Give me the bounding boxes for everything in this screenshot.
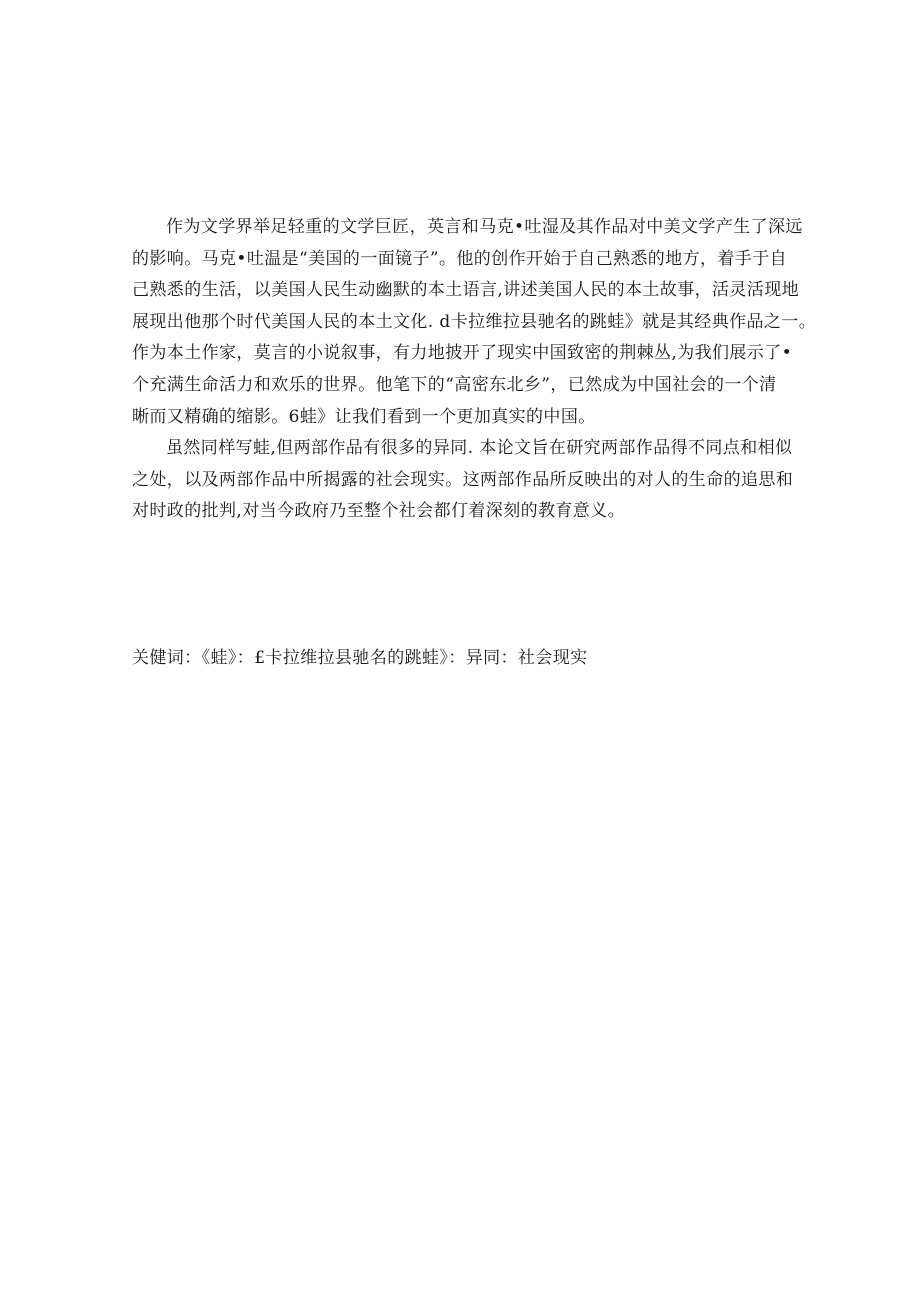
paragraph-1: [132, 212, 817, 433]
text-line: 对时政的批判,对当今政府乃至整个社会都仃着深刻的教育意义。: [132, 501, 626, 522]
text-line: 作为文学界举足轻重的文学巨匠，英言和马克•吐湿及其作品对中美文学产生了深远: [166, 217, 803, 237]
abstract-body: [132, 212, 817, 528]
text-line: 的影响。马克•吐温是“美国的一面镜子”。他的创作开始于自己熟悉的地方，着手于自: [132, 248, 788, 269]
text-line: 个充满生命活力和欢乐的世界。他笔下的“高密东北乡”，已然成为中国社会的一个清: [132, 374, 777, 395]
keywords-line: 关健词：《蛙》：£卡拉维拉县驰名的跳蛙》：异同：社会现实: [132, 648, 588, 668]
text-line: 之处，以及两部作品中所揭露的社会现实。这两部作品所反映出的对人的生命的追思和: [132, 469, 794, 490]
text-line: 展现出他那个时代美国人民的本土文化. d卡拉维拉县驰名的跳蛙》就是其经典作品之一。: [132, 311, 817, 332]
text-line: 己熟悉的生活，以美国人民生动幽默的本土语言,讲述美国人民的本土故事，活灵活现地: [132, 280, 800, 301]
text-line: 作为本土作家，莫言的小说叙事，有力地披开了现实中国致密的荆棘丛,为我们展示了•: [132, 343, 793, 364]
text-line: 虽然同样写蛙,但两部作品有很多的异同. 本论文旨在研究两部作品得不同点和相似: [166, 438, 793, 459]
paragraph-2: [132, 433, 792, 528]
text-line: 晰而又精确的缩影。6蛙》让我们看到一个更加真实的中国。: [132, 406, 596, 427]
